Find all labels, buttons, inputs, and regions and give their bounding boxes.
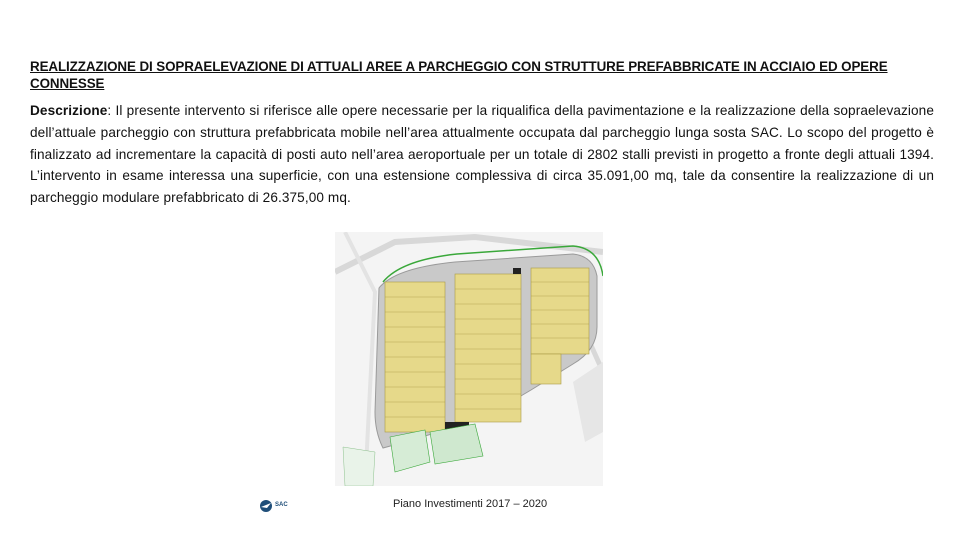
footer-text: Piano Investimenti 2017 – 2020 [393,498,548,510]
parking-site-plan [335,232,603,486]
slide-title: REALIZZAZIONE DI SOPRAELEVAZIONE DI ATTUALI AREE A PARCHEGGIO CON STRUTTURE PREFABBRICATE IN ACCIAIO ED OPERE CONNESSE [30,59,888,91]
description-label: Descrizione [30,103,108,118]
sac-logo-text: SAC [275,502,288,508]
description-paragraph [30,100,934,209]
description-text: : Il presente intervento si riferisce alle opere necessarie per la riqualifica della pavimentazione e la realizzazione della sopraelevazione dell’attuale parcheggio con struttura prefabbricata mobile nell’area attualmente occupata dal parcheggio lunga sosta SAC. Lo scopo del progetto è finalizzato ad incrementare la capacità di posti auto nell’area aeroportuale per un totale di 2802 stalli previsti in progetto a fronte degli attuali 1394. L’intervento in esame interessa una superficie, con una estensione complessiva di circa 35.091,00 mq, tale da consentire la realizzazione di un parcheggio modulare prefabbricato di 26.375,00 mq. [30,103,934,206]
